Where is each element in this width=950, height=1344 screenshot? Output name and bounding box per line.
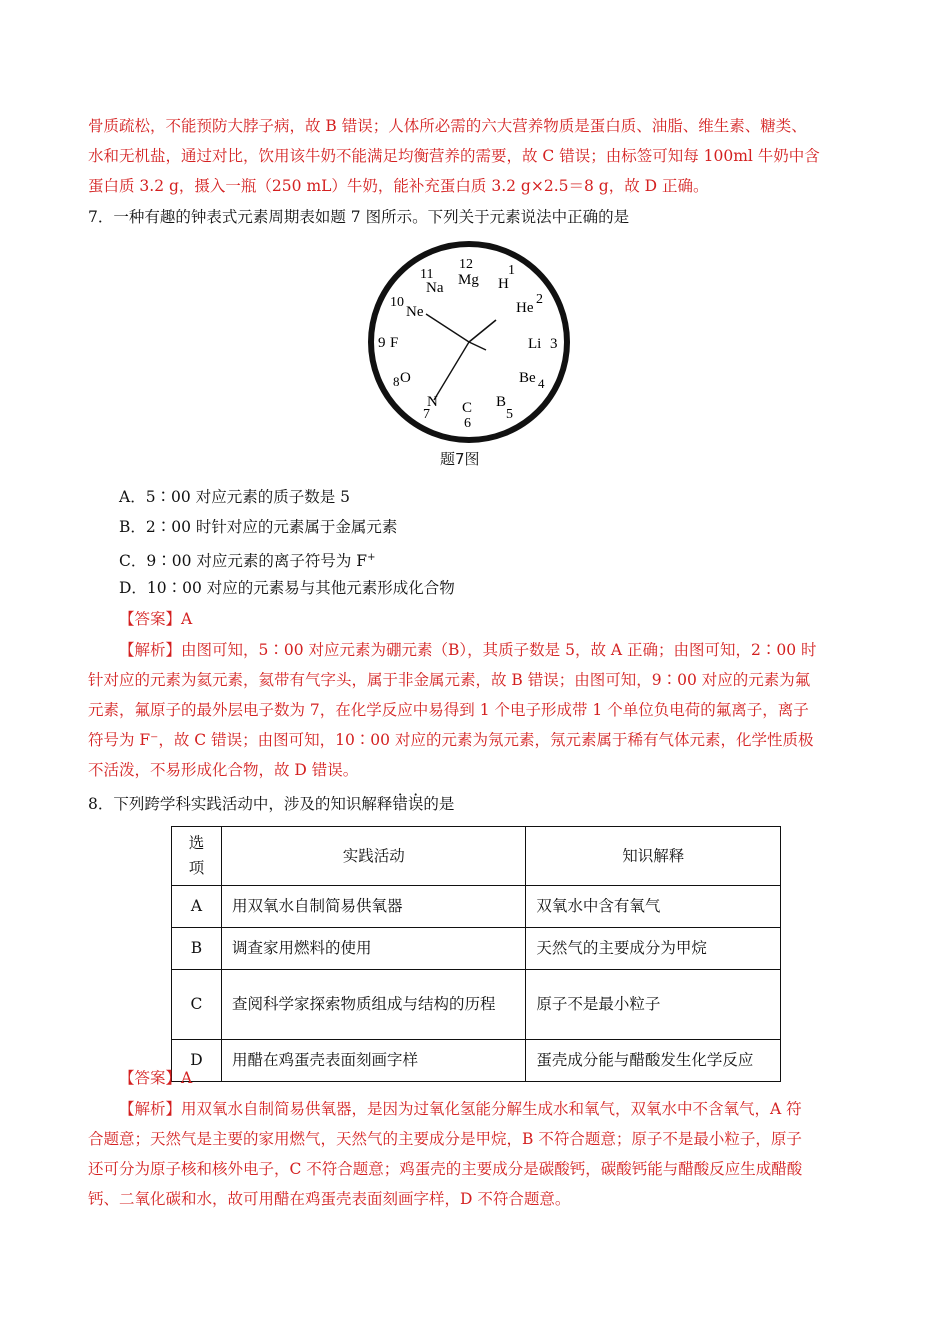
table-header-cell: 选项 bbox=[172, 827, 222, 886]
table-cell: 用双氧水自制简易供氧器 bbox=[221, 886, 525, 928]
q8-answer: 【答案】A bbox=[119, 1069, 193, 1087]
label-na-num: 11 bbox=[420, 267, 434, 282]
label-li-sym: Li bbox=[528, 336, 542, 352]
label-o-num: 8 bbox=[393, 374, 400, 389]
minute-hand bbox=[426, 314, 469, 342]
table-row bbox=[172, 886, 781, 928]
q8-table bbox=[171, 826, 781, 1082]
label-mg-sym: Mg bbox=[458, 272, 479, 288]
second-hand bbox=[434, 342, 469, 400]
label-he-sym: He bbox=[516, 300, 534, 316]
label-b-sym: B bbox=[496, 394, 507, 410]
hour-hand bbox=[469, 320, 496, 342]
q7-option-b: B．2∶00 时针对应的元素属于金属元素 bbox=[119, 518, 398, 536]
q8-explanation bbox=[88, 1094, 860, 1214]
q7-option-c-text: C．9∶00 对应元素的离子符号为 F bbox=[119, 552, 368, 571]
table-cell: 查阅科学家探索物质组成与结构的历程 bbox=[221, 970, 525, 1040]
label-f-num: 9 bbox=[378, 335, 386, 351]
q7-explanation-line: 符号为 F⁻，故 C 错误；由图可知，10∶00 对应的元素为氖元素，氖元素属于稀有气体元素，化学性质极 bbox=[88, 731, 814, 749]
q7-option-c-sup: + bbox=[367, 552, 376, 563]
q7-clock-figure bbox=[362, 240, 576, 444]
label-n-sym: N bbox=[427, 394, 438, 410]
table-cell: 用醋在鸡蛋壳表面刻画字样 bbox=[221, 1040, 525, 1082]
label-b-num: 5 bbox=[506, 407, 513, 422]
prev-explanation-line: 水和无机盐，通过对比，饮用该牛奶不能满足均衡营养的需要，故 C 错误；由标签可知每 100ml 牛奶中含 bbox=[88, 147, 820, 165]
q7-option-c bbox=[119, 543, 375, 576]
label-n-num: 7 bbox=[423, 407, 430, 422]
label-ne-num: 10 bbox=[390, 295, 404, 310]
table-cell: 天然气的主要成分为甲烷 bbox=[526, 928, 781, 970]
q7-answer: 【答案】A bbox=[119, 610, 193, 628]
label-o-sym: O bbox=[400, 370, 411, 386]
q8-stem bbox=[88, 789, 860, 819]
label-mg-num: 12 bbox=[459, 257, 473, 272]
q8-stem-suffix: 的是 bbox=[423, 795, 455, 813]
table-cell: 蛋壳成分能与醋酸发生化学反应 bbox=[526, 1040, 781, 1082]
table-row bbox=[172, 928, 781, 970]
table-row bbox=[172, 1040, 781, 1082]
hand-tail bbox=[469, 342, 486, 350]
prev-explanation-line: 骨质疏松，不能预防大脖子病，故 B 错误；人体所必需的六大营养物质是蛋白质、油脂、维生素、糖类、 bbox=[88, 117, 807, 135]
table-cell: 调查家用燃料的使用 bbox=[221, 928, 525, 970]
q8-explanation-line: 钙、二氧化碳和水，故可用醋在鸡蛋壳表面刻画字样，D 不符合题意。 bbox=[88, 1190, 571, 1208]
label-c-sym: C bbox=[462, 400, 473, 416]
q7-explanation-line: 不活泼，不易形成化合物，故 D 错误。 bbox=[88, 761, 359, 779]
label-c-num: 6 bbox=[464, 416, 471, 431]
q8-stem-emphasis: 错 bbox=[392, 795, 408, 813]
q7-explanation-line: 【解析】由图可知，5∶00 对应元素为硼元素（B），其质子数是 5，故 A 正确；由图可知，2∶00 时 bbox=[119, 641, 817, 659]
q7-figure-caption: 题7图 bbox=[440, 450, 480, 468]
table-cell: D bbox=[172, 1040, 222, 1082]
label-li-num: 3 bbox=[550, 336, 558, 352]
table-cell: C bbox=[172, 970, 222, 1040]
q7-explanation-line: 元素，氟原子的最外层电子数为 7，在化学反应中易得到 1 个电子形成带 1 个单位负电荷的氟离子，离子 bbox=[88, 701, 809, 719]
table-row bbox=[172, 970, 781, 1040]
q8-explanation-line: 还可分为原子核和核外电子，C 不符合题意；鸡蛋壳的主要成分是碳酸钙，碳酸钙能与醋酸反应生成醋酸 bbox=[88, 1160, 803, 1178]
q8-explanation-line: 【解析】用双氧水自制简易供氧器，是因为过氧化氢能分解生成水和氧气，双氧水中不含氧气，A 符 bbox=[119, 1100, 802, 1118]
label-ne-sym: Ne bbox=[406, 304, 424, 320]
label-h-sym: H bbox=[498, 276, 509, 292]
q8-stem-emphasis: 误 bbox=[407, 795, 424, 813]
label-be-num: 4 bbox=[538, 376, 545, 391]
q8-stem-prefix: 8．下列跨学科实践活动中，涉及的知识解释 bbox=[88, 795, 393, 813]
q7-explanation bbox=[88, 635, 860, 785]
label-f-sym: F bbox=[390, 335, 399, 351]
table-cell: B bbox=[172, 928, 222, 970]
table-header-row bbox=[172, 827, 781, 886]
q7-option-d: D．10∶00 对应的元素易与其他元素形成化合物 bbox=[119, 579, 455, 597]
q8-explanation-line: 合题意；天然气是主要的家用燃气，天然气的主要成分是甲烷，B 不符合题意；原子不是最小粒子，原子 bbox=[88, 1130, 802, 1148]
prev-explanation bbox=[88, 111, 860, 201]
q7-option-a: A．5∶00 对应元素的质子数是 5 bbox=[119, 488, 350, 506]
table-header-cell: 知识解释 bbox=[526, 827, 781, 886]
table-cell: 双氧水中含有氧气 bbox=[526, 886, 781, 928]
label-he-num: 2 bbox=[536, 292, 543, 307]
label-na-sym: Na bbox=[426, 280, 444, 296]
prev-explanation-line: 蛋白质 3.2 g，摄入一瓶（250 mL）牛奶，能补充蛋白质 3.2 g×2.5＝8 g，故 D 正确。 bbox=[88, 177, 709, 195]
table-header-cell: 实践活动 bbox=[221, 827, 525, 886]
q7-stem-text: 7．一种有趣的钟表式元素周期表如题 7 图所示。下列关于元素说法中正确的是 bbox=[88, 208, 630, 226]
table-cell: A bbox=[172, 886, 222, 928]
label-be-sym: Be bbox=[519, 370, 536, 386]
q7-explanation-line: 针对应的元素为氦元素，氦带有气字头，属于非金属元素，故 B 错误；由图可知，9∶00 对应的元素为氟 bbox=[88, 671, 811, 689]
table-cell: 原子不是最小粒子 bbox=[526, 970, 781, 1040]
label-h-num: 1 bbox=[508, 263, 515, 278]
q7-stem bbox=[88, 202, 860, 232]
